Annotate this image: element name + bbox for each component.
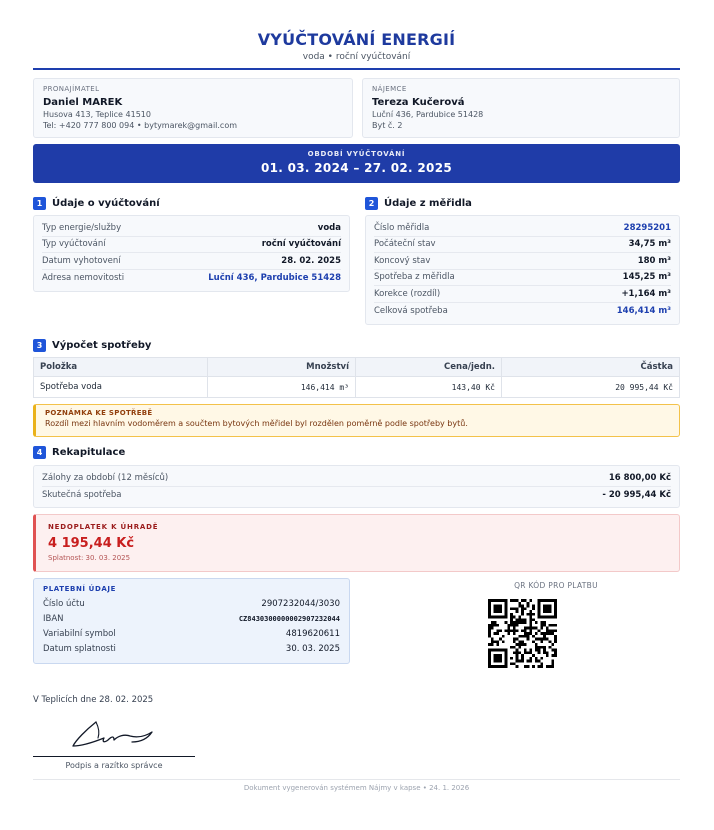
signature-icon: [68, 716, 158, 752]
kv-value: 180 m³: [637, 255, 671, 266]
tenant-card: [362, 78, 680, 138]
kv-row: [42, 270, 341, 287]
kv-key: Datum vyhotovení: [42, 255, 121, 266]
table-header-row: [34, 358, 680, 377]
landlord-address: Husova 413, Teplice 41510: [43, 110, 151, 119]
tenant-unit: Byt č. 2: [372, 121, 403, 130]
kv-row: [374, 270, 671, 287]
invoice-page: [33, 0, 680, 830]
kv-row: [42, 470, 671, 487]
tenant-address: Luční 436, Pardubice 51428: [372, 110, 484, 119]
kv-value: +1,164 m³: [621, 288, 671, 299]
section-3-number: 3: [33, 339, 46, 352]
kv-key: Koncový stav: [374, 255, 431, 266]
kv-key: Typ energie/služby: [42, 222, 122, 233]
section-2-title: Údaje z měřidla: [384, 197, 472, 209]
payment-label: PLATEBNÍ ÚDAJE: [43, 585, 116, 593]
underpayment-amount: 4 195,44 Kč: [48, 536, 135, 551]
payment-key: Číslo účtu: [43, 598, 85, 609]
consumption-note: [33, 404, 680, 437]
kv-key: Celková spotřeba: [374, 305, 448, 316]
note-label: POZNÁMKA KE SPOTŘEBĚ: [45, 409, 153, 417]
underpayment-label: NEDOPLATEK K ÚHRADĚ: [48, 523, 159, 531]
kv-row: [42, 487, 671, 504]
payment-details-box: [33, 578, 350, 664]
summary-box: [33, 465, 680, 508]
section-3-title: Výpočet spotřeby: [52, 339, 152, 351]
kv-key: Číslo měřidla: [374, 222, 430, 233]
section-4-number: 4: [33, 446, 46, 459]
cell-item: Spotřeba voda: [34, 377, 208, 398]
section-4-heading: [33, 445, 125, 459]
landlord-name: Daniel MAREK: [43, 97, 123, 108]
payment-key: Variabilní symbol: [43, 628, 116, 639]
kv-key: Počáteční stav: [374, 239, 436, 250]
signature-place-date: V Teplicích dne 28. 02. 2025: [33, 695, 154, 705]
table-row: [34, 377, 680, 398]
landlord-card: [33, 78, 353, 138]
meter-info-box: [365, 215, 680, 325]
underpayment-box: [33, 514, 680, 572]
payment-value: CZ8430300000002907232044: [238, 614, 340, 623]
column-header-quantity: Množství: [208, 358, 356, 377]
cell-quantity: 146,414 m³: [208, 377, 356, 398]
kv-value: 146,414 m³: [616, 305, 671, 316]
cell-amount: 20 995,44 Kč: [502, 377, 680, 398]
kv-row: [374, 303, 671, 320]
kv-value: - 20 995,44 Kč: [602, 489, 671, 500]
column-header-item: Položka: [34, 358, 208, 377]
column-header-amount: Částka: [502, 358, 680, 377]
section-2-number: 2: [365, 197, 378, 210]
underpayment-due-date: Splatnost: 30. 03. 2025: [48, 554, 131, 562]
kv-row: [42, 253, 341, 270]
billing-info-box: [33, 215, 350, 292]
footer-divider: [33, 779, 680, 780]
payment-row: [43, 626, 340, 641]
payment-row: [43, 641, 340, 656]
kv-row: [374, 220, 671, 237]
kv-row: [374, 253, 671, 270]
payment-row: [43, 596, 340, 611]
signature-line: [33, 756, 195, 757]
section-1-number: 1: [33, 197, 46, 210]
payment-key: Datum splatnosti: [43, 643, 116, 654]
period-value: 01. 03. 2024 – 27. 02. 2025: [261, 161, 452, 175]
landlord-contact: Tel: +420 777 800 094 • bytymarek@gmail.com: [43, 121, 238, 130]
payment-value: 30. 03. 2025: [285, 643, 340, 654]
header-divider: [33, 68, 680, 70]
kv-value: 16 800,00 Kč: [608, 472, 671, 483]
payment-value: 4819620611: [285, 628, 340, 639]
kv-key: Typ vyúčtování: [42, 239, 106, 250]
kv-row: [374, 237, 671, 254]
column-header-unit-price: Cena/jedn.: [356, 358, 502, 377]
billing-period-banner: [33, 144, 680, 183]
document-subtitle: voda • roční vyúčtování: [302, 52, 411, 62]
footer-text: Dokument vygenerován systémem Nájmy v kapse • 24. 1. 2026: [243, 784, 470, 792]
signature-caption: Podpis a razítko správce: [65, 761, 163, 770]
kv-value: Luční 436, Pardubice 51428: [208, 272, 341, 283]
kv-key: Zálohy za období (12 měsíců): [42, 472, 169, 483]
kv-value: roční vyúčtování: [261, 239, 341, 250]
landlord-label: PRONAJÍMATEL: [43, 85, 100, 93]
section-1-title: Údaje o vyúčtování: [52, 197, 160, 209]
kv-value: 28295201: [623, 222, 671, 233]
section-4-title: Rekapitulace: [52, 446, 126, 458]
kv-value: voda: [317, 222, 341, 233]
kv-key: Skutečná spotřeba: [42, 489, 122, 500]
kv-row: [374, 286, 671, 303]
kv-key: Spotřeba z měřidla: [374, 272, 455, 283]
payment-value: 2907232044/3030: [261, 598, 340, 609]
cell-unit-price: 143,40 Kč: [356, 377, 502, 398]
kv-key: Adresa nemovitosti: [42, 272, 125, 283]
section-2-heading: [365, 196, 472, 210]
kv-row: [42, 220, 341, 237]
kv-value: 28. 02. 2025: [281, 255, 341, 266]
section-3-heading: [33, 338, 151, 352]
consumption-table: [33, 357, 680, 398]
payment-row: [43, 611, 340, 626]
kv-key: Korekce (rozdíl): [374, 288, 441, 299]
tenant-label: NÁJEMCE: [372, 85, 407, 93]
period-label: OBDOBÍ VYÚČTOVÁNÍ: [307, 150, 406, 158]
kv-value: 145,25 m³: [622, 272, 671, 283]
qr-code-icon: [488, 599, 557, 668]
document-title: VYÚČTOVÁNÍ ENERGIÍ: [257, 30, 456, 49]
section-1-heading: [33, 196, 160, 210]
kv-row: [42, 237, 341, 254]
tenant-name: Tereza Kučerová: [372, 97, 465, 108]
payment-key: IBAN: [43, 613, 64, 624]
qr-label: QR KÓD PRO PLATBU: [514, 581, 598, 590]
note-text: Rozdíl mezi hlavním vodoměrem a součtem bytových měřidel byl rozdělen poměrně podle spotřeby bytů.: [45, 419, 468, 428]
kv-value: 34,75 m³: [628, 239, 671, 250]
